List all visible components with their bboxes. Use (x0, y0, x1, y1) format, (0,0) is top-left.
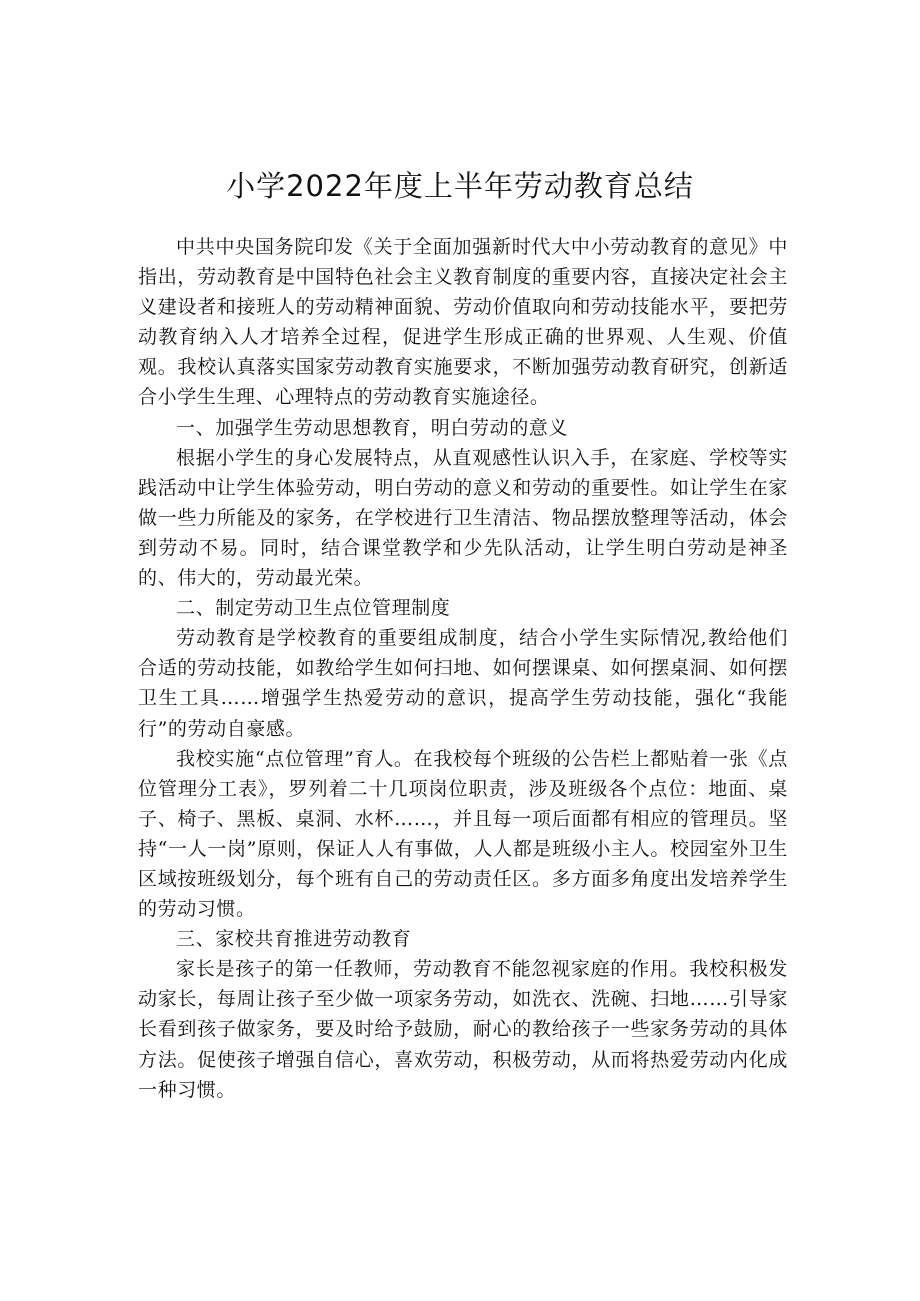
section-heading-3: 三、家校共育推进劳动教育 (176, 928, 412, 951)
section-heading-1: 一、加强学生劳动思想教育，明白劳动的意义 (176, 416, 569, 439)
section-2-paragraph-1: 劳动教育是学校教育的重要组成制度，结合小学生实际情况,教给他们合适的劳动技能，如教给学生如何扫地、如何摆课桌、如何摆桌洞、如何摆卫生工具……增强学生热爱劳动的意识，提高学生劳动技能，强化“我能行”的劳动自豪感。 (138, 627, 788, 740)
section-1-paragraph-1: 根据小学生的身心发展特点，从直观感性认识入手，在家庭、学校等实践活动中让学生体验劳动，明白劳动的意义和劳动的重要性。如让学生在家做一些力所能及的家务，在学校进行卫生清洁、物品摆放整理等活动，体会到劳动不易。同时，结合课堂教学和少先队活动，让学生明白劳动是神圣的、伟大的，劳动最光荣。 (138, 446, 788, 590)
document-title: 小学2022年度上半年劳动教育总结 (226, 169, 694, 203)
document-body (138, 232, 788, 1105)
section-heading-2: 二、制定劳动卫生点位管理制度 (176, 597, 451, 620)
section-3-paragraph-1: 家长是孩子的第一任教师，劳动教育不能忽视家庭的作用。我校积极发动家长，每周让孩子至少做一项家务劳动，如洗衣、洗碗、扫地……引导家长看到孩子做家务，要及时给予鼓励，耐心的教给孩子一些家务劳动的具体方法。促使孩子增强自信心，喜欢劳动，积极劳动，从而将热爱劳动内化成一种习惯。 (138, 958, 788, 1101)
intro-paragraph: 中共中央国务院印发《关于全面加强新时代大中小劳动教育的意见》中指出，劳动教育是中国特色社会主义教育制度的重要内容，直接决定社会主义建设者和接班人的劳动精神面貌、劳动价值取向和劳动技能水平，要把劳动教育纳入人才培养全过程，促进学生形成正确的世界观、人生观、价值观。我校认真落实国家劳动教育实施要求，不断加强劳动教育研究，创新适合小学生生理、心理特点的劳动教育实施途径。 (138, 236, 788, 409)
section-2-paragraph-2: 我校实施“点位管理”育人。在我校每个班级的公告栏上都贴着一张《点位管理分工表》，罗列着二十几项岗位职责，涉及班级各个点位：地面、桌子、椅子、黑板、桌洞、水杯……，并且每一项后面都有相应的管理员。坚持“一人一岗”原则，保证人人有事做，人人都是班级小主人。校园室外卫生区域按班级划分，每个班有自己的劳动责任区。多方面多角度出发培养学生的劳动习惯。 (138, 747, 788, 921)
